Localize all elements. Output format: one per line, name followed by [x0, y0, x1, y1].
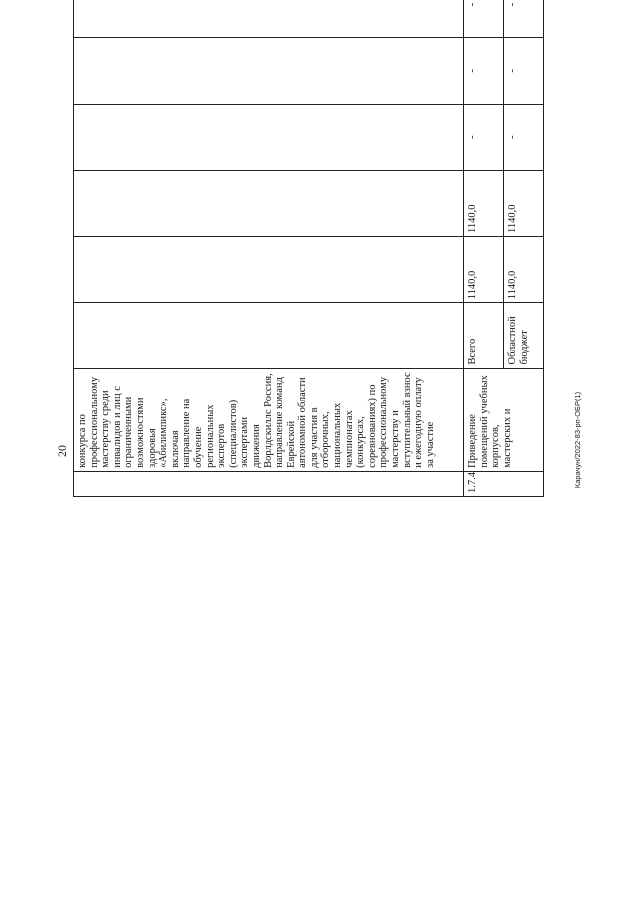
funding-source-cell — [74, 303, 464, 368]
value-cell: 1140,0 — [464, 237, 504, 303]
document-reference: Карачун/2022-83-рп-ОБР(1) — [573, 391, 582, 489]
item-number-cell: 1.7.4 — [464, 471, 544, 496]
value-cell: 1140,0 — [464, 170, 504, 236]
table-area — [73, 2, 530, 833]
value-cell — [74, 104, 464, 170]
value-cell — [74, 0, 464, 38]
funding-source-cell: Всего — [464, 303, 504, 368]
item-name-cell: конкурса по профессиональному мастерству среди инвалидов и лиц с ограниченными возможностями здоровья «Абилимпикс», включая направление на обучение региональных экспертов (специалистов) экспертами движения Ворлдскиллс Россия, направление команд Еврейской автономной области для участия в отборочных, национальных чемпионатах (конкурсах, соревнованиях) по профессиональному мастерству и вступительный взнос и ежегодную оплату за участие — [74, 368, 464, 471]
table-row — [464, 0, 504, 497]
value-cell: 1140,0 — [504, 237, 544, 303]
funding-source-cell: Областной бюджет — [504, 303, 544, 368]
table-row — [74, 0, 464, 497]
item-number-cell — [74, 471, 464, 496]
page-number: 20 — [55, 445, 69, 457]
value-cell: 1140,0 — [504, 170, 544, 236]
item-name-cell: Приведение помещений учебных корпусов, мастерских и — [464, 368, 544, 471]
value-cell: - — [504, 38, 544, 104]
value-cell: - — [464, 38, 504, 104]
rotated-table-container — [73, 0, 530, 497]
value-cell: - — [464, 0, 504, 38]
value-cell: - — [464, 104, 504, 170]
value-cell — [74, 170, 464, 236]
budget-table — [73, 0, 544, 497]
value-cell — [74, 38, 464, 104]
value-cell: - — [504, 0, 544, 38]
value-cell — [74, 237, 464, 303]
value-cell: - — [504, 104, 544, 170]
